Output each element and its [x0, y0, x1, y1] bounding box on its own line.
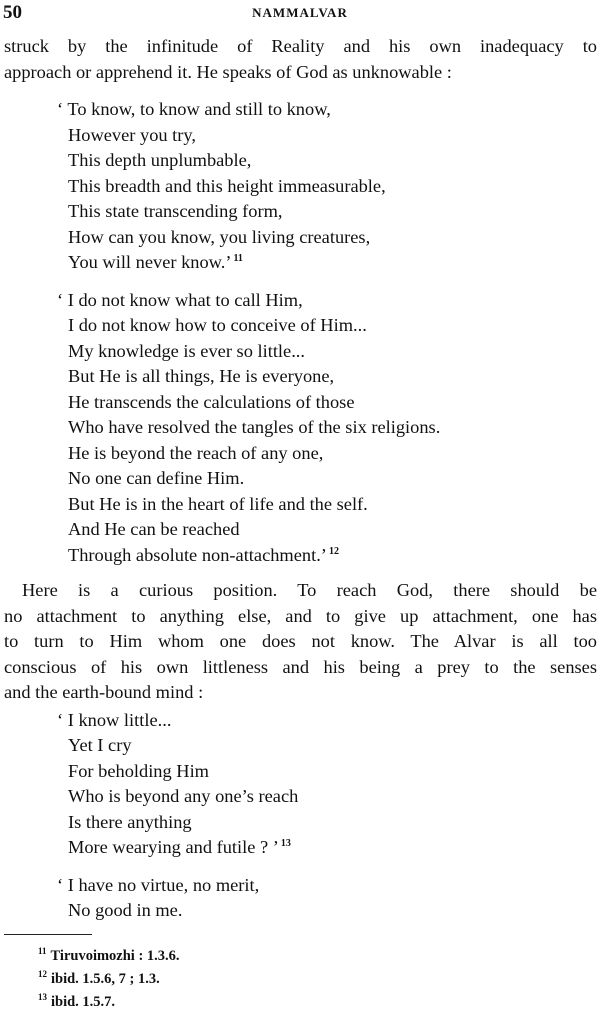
- verse-quote-3: [4, 708, 597, 861]
- page-header: [0, 0, 600, 24]
- footnote-text: ibid. 1.5.6, 7 ; 1.3.: [51, 971, 160, 987]
- text-line: struck by the infinitude of Reality and his own inadequacy to: [4, 36, 597, 56]
- footnote-ref: 12: [328, 545, 339, 557]
- verse-line: However you try,: [68, 124, 197, 145]
- verse-line: How can you know, you living creatures,: [68, 226, 371, 247]
- running-head: NAMMALVAR: [252, 5, 348, 20]
- footnote-number: 11: [38, 946, 47, 956]
- verse-quote-1: [4, 97, 597, 276]
- footnote-text: ibid. 1.5.7.: [51, 994, 116, 1010]
- verse-line: This depth unplumbable,: [68, 150, 252, 170]
- body-text: [4, 34, 597, 934]
- footnote-number: 13: [38, 992, 47, 1002]
- verse-line-with-note: [68, 543, 597, 569]
- verse-line: This state transcending form,: [68, 201, 283, 221]
- verse-line: My knowledge is ever so little...: [68, 340, 305, 361]
- text-line: approach or apprehend it. He speaks of God as unknowable :: [4, 61, 452, 82]
- verse-line: ‘ To know, to know and still to know,: [57, 99, 331, 119]
- footnote: [38, 968, 180, 991]
- verse-line: I do not know how to conceive of Him...: [68, 315, 367, 335]
- verse-line-with-note: [68, 835, 597, 861]
- verse-line: Who is beyond any one’s reach: [68, 786, 299, 806]
- footnote-ref: 13: [280, 838, 291, 849]
- footnote-text: Tiruvoimozhi : 1.3.6.: [50, 948, 180, 964]
- verse-line: ‘ I know little...: [57, 709, 172, 730]
- verse-line-text: Through absolute non-attachment.’: [68, 544, 327, 565]
- verse-line: Is there anything: [68, 811, 192, 832]
- text-line: Here is a curious position. To reach God, there should be: [22, 580, 597, 600]
- verse-line: No one can define Him.: [68, 468, 245, 488]
- verse-line: He transcends the calculations of those: [68, 391, 355, 412]
- verse-line: Who have resolved the tangles of the six religions.: [68, 417, 441, 437]
- text-line: and the earth-bound mind :: [4, 682, 204, 702]
- footnote-number: 12: [38, 969, 47, 979]
- verse-line-with-note: [68, 250, 597, 276]
- verse-line: ‘ I do not know what to call Him,: [57, 289, 303, 310]
- verse-line: And He can be reached: [68, 519, 240, 539]
- footnote-divider: [4, 934, 92, 935]
- paragraph-main: [4, 578, 597, 706]
- verse-quote-2: [4, 288, 597, 569]
- text-line: no attachment to anything else, and to give up attachment, one has: [4, 605, 597, 626]
- paragraph-intro: [4, 34, 597, 85]
- verse-line: No good in me.: [68, 900, 183, 920]
- footnote-ref: 11: [233, 253, 243, 264]
- verse-line: Yet I cry: [68, 735, 132, 755]
- footnotes: [38, 945, 180, 1014]
- verse-line-text: More wearying and futile ? ’: [68, 837, 279, 857]
- verse-line-text: You will never know.’: [68, 252, 232, 272]
- verse-line: For beholding Him: [68, 760, 209, 781]
- footnote: [38, 945, 180, 968]
- footnote: [38, 991, 180, 1014]
- verse-line: He is beyond the reach of any one,: [68, 442, 324, 463]
- text-line: to turn to Him whom one does not know. The Alvar is all too: [4, 631, 597, 651]
- verse-line: But He is all things, He is everyone,: [68, 366, 335, 386]
- verse-line: This breadth and this height immeasurable,: [68, 175, 386, 196]
- verse-line: ‘ I have no virtue, no merit,: [57, 874, 260, 895]
- page-number: 50: [3, 2, 22, 23]
- text-line: conscious of his own littleness and his being a prey to the senses: [4, 656, 597, 677]
- verse-quote-4: [4, 873, 597, 924]
- verse-line: But He is in the heart of life and the self.: [68, 493, 368, 514]
